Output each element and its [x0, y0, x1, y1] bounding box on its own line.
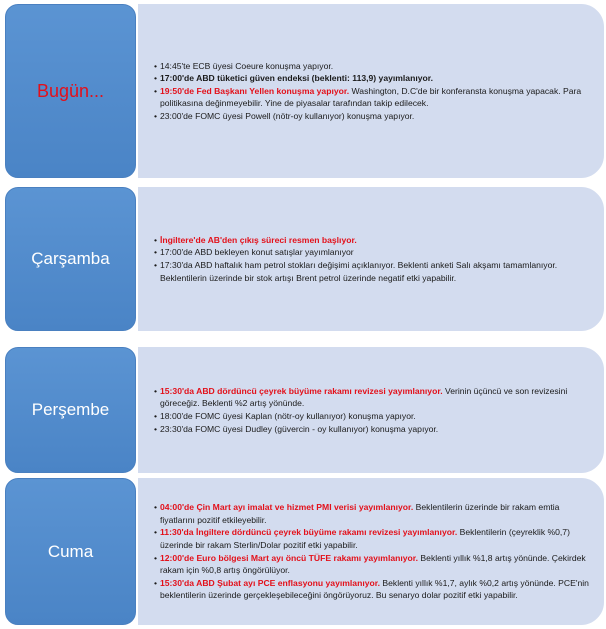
- list-item: • 17:00'de ABD bekleyen konut satışlar yayımlanıyor: [154, 246, 594, 259]
- list-item: • 04:00'de Çin Mart ayı imalat ve hizmet PMI verisi yayımlanıyor. Beklentilerin üzerinde bir rakam emtia fiyatlarını pozitif etkileyebilir.: [154, 501, 594, 526]
- panel-bugun: [137, 3, 605, 179]
- label-cuma: [4, 477, 137, 626]
- list-item: • 12:00'de Euro bölgesi Mart ayı öncü TÜFE rakamı yayımlanıyor. Beklenti yıllık %1,8 artış yönünde. Çekirdek rakam için %0,8 artış öngörülüyor.: [154, 552, 594, 577]
- list-item: • 15:30'da ABD Şubat ayı PCE enflasyonu yayımlanıyor. Beklenti yıllık %1,7, aylık %0,2 artış yönünde. PCE'nin beklentilerin üzerinde gerçekleşebileceğini öngörüyoruz. Bu senaryo dolar pozitif etki yapabilir.: [154, 577, 594, 602]
- label-bugun: [4, 3, 137, 179]
- label-bugun-text: Bugün...: [36, 80, 105, 101]
- list-item: • 23:00'de FOMC üyesi Powell (nötr-oy kullanıyor) konuşma yapıyor.: [154, 110, 594, 123]
- list-item: • 17:00'de ABD tüketici güven endeksi (beklenti: 113,9) yayımlanıyor.: [154, 72, 594, 85]
- label-carsamba-text: Çarşamba: [31, 249, 110, 268]
- list-item: • 18:00'de FOMC üyesi Kaplan (nötr-oy kullanıyor) konuşma yapıyor.: [154, 410, 594, 423]
- list-item: • 17:30'da ABD haftalık ham petrol stokları değişimi açıklanıyor. Beklenti anketi Salı akşamı tamamlanıyor. Beklentilerin üzerinde bir stok artışı Brent petrol üzerinde negatif etki yapabilir.: [154, 259, 594, 284]
- panel-persembe: [137, 346, 605, 474]
- label-cuma-text: Cuma: [47, 541, 94, 561]
- list-item: • 23:30'da FOMC üyesi Dudley (güvercin - oy kullanıyor) konuşma yapıyor.: [154, 423, 594, 436]
- list-item: • 19:50'de Fed Başkanı Yellen konuşma yapıyor. Washington, D.C'de bir konferansta konuşma yapacak. Para politikasına değinmeyebilir. Yine de piyasalar tarafından takip edilecek.: [154, 85, 594, 110]
- panel-cuma: [137, 477, 605, 626]
- label-persembe: [4, 346, 137, 474]
- list-item: • İngiltere'de AB'den çıkış süreci resmen başlıyor.: [154, 234, 594, 247]
- label-persembe-text: Perşembe: [31, 400, 110, 419]
- list-item: • 11:30'da İngiltere dördüncü çeyrek büyüme rakamı revizesi yayımlanıyor. Beklentilerin (çeyreklik %0,7) üzerinde bir rakam Sterlin/Dolar pozitif etki yapabilir.: [154, 526, 594, 551]
- label-carsamba: [4, 186, 137, 332]
- panel-carsamba: [137, 186, 605, 332]
- list-item: • 15:30'da ABD dördüncü çeyrek büyüme rakamı revizesi yayımlanıyor. Verinin üçüncü ve son revizesini göreceğiz. Beklenti %2 artış yönünde.: [154, 385, 594, 410]
- list-item: • 14:45'te ECB üyesi Coeure konuşma yapıyor.: [154, 60, 594, 73]
